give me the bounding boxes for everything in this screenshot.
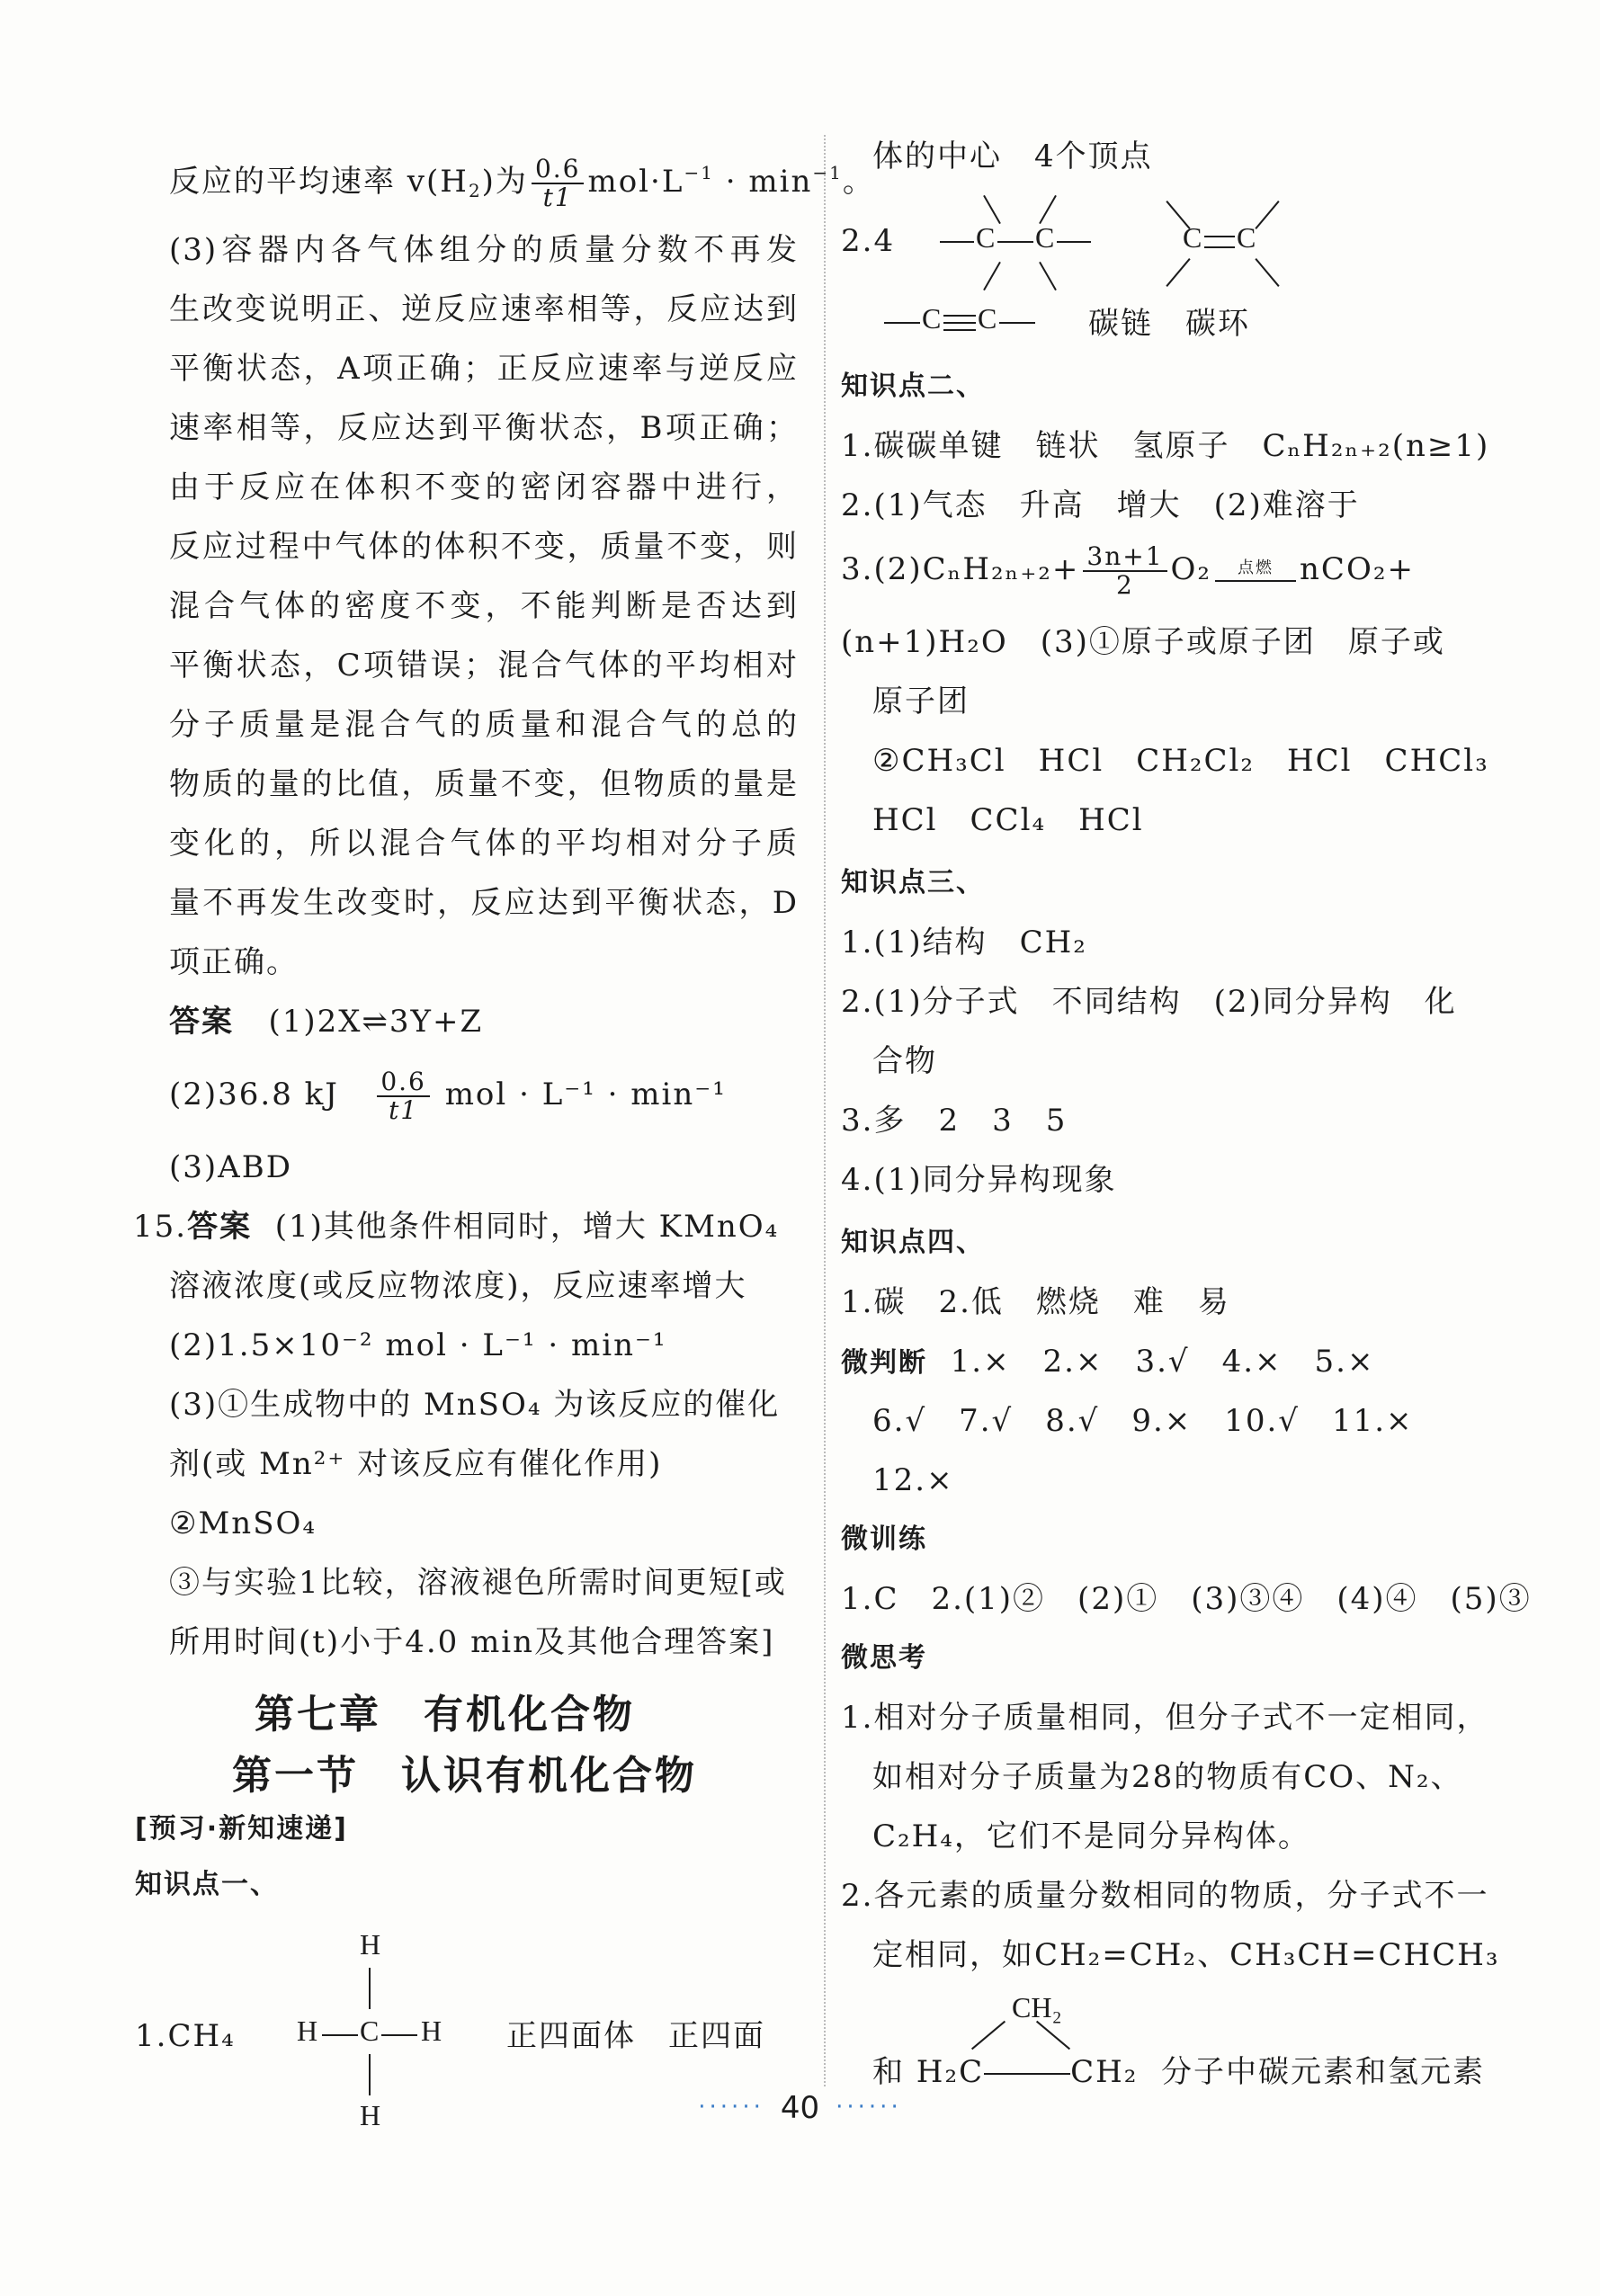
single-bond-mid [997, 241, 1033, 243]
wxl-label: 微训练 [841, 1523, 927, 1555]
q15-line-3: (2)1.5×10⁻² mol · L⁻¹ · min⁻¹ [169, 1327, 667, 1363]
carbon-atom: C [1183, 221, 1202, 254]
double-bond-top [1204, 236, 1235, 237]
wpd-label: 微判断 [841, 1347, 927, 1379]
answer-2-den: t1 [389, 1095, 419, 1125]
reaction-condition: 点燃 [1238, 558, 1274, 577]
kp2-fraction-num: 3n+1 [1083, 543, 1166, 572]
atom-h-top: H [360, 1928, 381, 1961]
kp2-line-3 [841, 543, 1415, 599]
wpd-text-1: 1.× 2.× 3.√ 4.× 5.× [950, 1344, 1375, 1380]
carbon-atom: C [976, 221, 996, 254]
single-bond-right [1057, 241, 1091, 243]
carbon-atom: C [1035, 221, 1055, 254]
rate-text: 反应的平均速率 v(H [169, 164, 469, 200]
wsk-line-6-pre: 和 H₂C [872, 2054, 985, 2090]
bond-down [983, 262, 1001, 290]
right-line-2-num: 2.4 [841, 223, 896, 259]
kp4-line-1: 1.碳 2.低 燃烧 难 易 [841, 1284, 1230, 1320]
atom-h-right: H [421, 2015, 442, 2047]
wpd-line-1 [841, 1340, 1374, 1385]
q15-line-6: ②MnSO₄ [169, 1505, 317, 1541]
wsk-label: 微思考 [841, 1642, 927, 1674]
q15-line-1 [133, 1205, 779, 1248]
explanation-line: 平衡状态，C项错误；混合气体的平均相对 [169, 648, 799, 683]
answer-2-unit: mol · L⁻¹ · min⁻¹ [444, 1077, 727, 1112]
left-line-rate [169, 151, 875, 212]
kp2-line-6: ②CH₃Cl HCl CH₂Cl₂ HCl CHCl₃ [872, 743, 1489, 779]
wsk-line-6-ch2: CH₂ [1070, 2054, 1139, 2090]
wsk-line-3: C₂H₄，它们不是同分异构体。 [872, 1818, 1310, 1854]
bond-down [1039, 262, 1057, 290]
arrow-line [1215, 576, 1296, 582]
ring-bond-left [971, 2021, 1006, 2050]
single-bond-right [999, 322, 1035, 324]
atom-c: C [360, 2015, 380, 2047]
kp2-line-3-pre: 3.(2)CₙH₂ₙ₊₂+ [841, 551, 1080, 587]
bond-down [1255, 258, 1279, 287]
answer-2-fraction [377, 1068, 430, 1124]
page-number: 40 [780, 2090, 820, 2126]
rate-fraction-den: t1 [542, 183, 573, 212]
explanation-line: 速率相等，反应达到平衡状态，B项正确； [169, 410, 799, 446]
q15-line-4: (3)①生成物中的 MnSO₄ 为该反应的催化 [169, 1387, 781, 1423]
rate-unit: mol·L [587, 164, 684, 200]
wsk-line-5: 定相同，如CH₂=CH₂、CH₃CH=CHCH₃ [872, 1937, 1500, 1973]
q15-number: 15. [133, 1209, 188, 1245]
wsk-line-4: 2.各元素的质量分数相同的物质，分子式不一 [841, 1878, 1489, 1914]
rate-sup1: −1 [684, 162, 714, 183]
q15-answer-label: 答案 [187, 1209, 253, 1245]
kp3-line-2: 2.(1)分子式 不同结构 (2)同分异构 化 [841, 984, 1457, 1020]
kp2-line-5: 原子团 [872, 683, 970, 719]
chapter-title: 第七章 有机化合物 [255, 1692, 635, 1738]
single-bond-left [884, 322, 920, 324]
kp2-fraction [1083, 543, 1166, 599]
kp2-line-7: HCl CCl₄ HCl [872, 802, 1144, 838]
footer-dots-left: ······ [698, 2094, 764, 2121]
bond-up [1255, 201, 1279, 229]
knowledge-point-2-label: 知识点二、 [841, 371, 985, 402]
kp3-line-3: 合物 [872, 1043, 937, 1079]
q15-line-8: 所用时间(t)小于4.0 min及其他合理答案] [169, 1624, 775, 1660]
right-line-3-tail: 碳链 碳环 [1088, 306, 1250, 342]
bond-down [1166, 258, 1190, 287]
explanation-line: 项正确。 [169, 944, 299, 980]
kp2-o2: O₂ [1170, 551, 1212, 587]
triple-bond-2 [943, 322, 976, 324]
wsk-line-1: 1.相对分子质量相同，但分子式不一定相同， [841, 1700, 1489, 1736]
cyclo-top-ch2: CH₂ [1012, 1991, 1062, 2024]
kp2-line-4: (n+1)H₂O (3)①原子或原子团 原子或 [841, 624, 1445, 660]
bond-left [322, 2034, 358, 2036]
explanation-line: (3)容器内各气体组分的质量分数不再发 [169, 232, 799, 268]
rate-sup2: −1 [812, 162, 843, 183]
answer-label: 答案 [169, 1004, 234, 1040]
reaction-arrow [1215, 560, 1296, 582]
carbon-atom: C [922, 302, 942, 335]
rate-fraction [532, 156, 585, 211]
rate-unit2: · min [713, 164, 813, 200]
wsk-line-2: 如相对分子质量为28的物质有CO、N₂、 [872, 1759, 1463, 1795]
q15-line-2: 溶液浓度(或反应物浓度)，反应速率增大 [169, 1268, 747, 1304]
kp2-line-2: 2.(1)气态 升高 增大 (2)难溶于 [841, 487, 1360, 523]
kp3-line-4: 3.多 2 3 5 [841, 1103, 1068, 1139]
answer-line-1 [169, 1000, 483, 1043]
knowledge-point-3-label: 知识点三、 [841, 867, 985, 898]
carbon-atom: C [1237, 221, 1256, 254]
explanation-line: 平衡状态，A项正确；正反应速率与逆反应 [169, 351, 799, 387]
kp3-line-1: 1.(1)结构 CH₂ [841, 925, 1087, 960]
explanation-line: 由于反应在体积不变的密闭容器中进行， [169, 469, 799, 505]
kp3-line-5: 4.(1)同分异构现象 [841, 1162, 1117, 1198]
ring-bond-bottom [984, 2073, 1070, 2075]
rate-sub: 2 [468, 180, 482, 201]
atom-h-left: H [297, 2015, 318, 2047]
explanation-line: 混合气体的密度不变，不能判断是否达到 [169, 588, 799, 624]
wsk-line-6 [872, 2050, 1485, 2094]
explanation-line: 分子质量是混合气的质量和混合气的总的 [169, 707, 799, 743]
triple-bond-3 [943, 329, 976, 331]
explanation-line: 生改变说明正、逆反应速率相等，反应达到 [169, 291, 799, 327]
single-bond-left [940, 241, 974, 243]
q15-line-5: 剂(或 Mn²⁺ 对该反应有催化作用) [169, 1446, 663, 1482]
q15-text-1: (1)其他条件相同时，增大 KMnO₄ [274, 1209, 780, 1245]
preview-label: [预习·新知速递] [135, 1813, 348, 1845]
wpd-line-3: 12.× [872, 1462, 954, 1498]
ring-bond-right [1036, 2021, 1070, 2050]
explanation-line: 反应过程中气体的体积不变，质量不变，则 [169, 529, 799, 565]
bond-right [381, 2034, 417, 2036]
explanation-line: 变化的，所以混合气体的平均相对分子质 [169, 826, 799, 862]
kp2-line-3-post: nCO₂+ [1300, 551, 1415, 587]
answer-2-num: 0.6 [377, 1068, 430, 1097]
bond-up [1039, 195, 1057, 224]
wpd-line-2: 6.√ 7.√ 8.√ 9.× 10.√ 11.× [872, 1403, 1414, 1439]
knowledge-point-1-label: 知识点一、 [135, 1869, 279, 1900]
kp1-answer-2: 正四面体 正四面 [506, 2018, 765, 2054]
answer-2-text: (2)36.8 kJ [169, 1077, 339, 1112]
wsk-line-6-post: 分子中碳元素和氢元素 [1161, 2054, 1486, 2090]
page-footer [0, 2090, 1600, 2126]
q15-line-7: ③与实验1比较，溶液褪色所需时间更短[或 [169, 1565, 787, 1601]
rate-fraction-num: 0.6 [532, 156, 585, 184]
wxl-line-1: 1.C 2.(1)② (2)① (3)③④ (4)④ (5)③ [841, 1581, 1532, 1617]
explanation-line: 量不再发生改变时，反应达到平衡状态，D [169, 885, 799, 921]
carbon-atom: C [978, 302, 997, 335]
rate-end: 。 [842, 164, 875, 200]
right-line-1: 体的中心 4个顶点 [872, 138, 1153, 174]
column-divider [824, 135, 826, 2086]
footer-dots-right: ······ [836, 2094, 902, 2121]
kp1-answer-1: 1.CH₄ [135, 2018, 236, 2054]
answer-line-3: (3)ABD [169, 1149, 292, 1185]
section-title: 第一节 认识有机化合物 [232, 1753, 697, 1799]
triple-bond-1 [943, 315, 976, 317]
bond-top [369, 1968, 371, 2009]
answer-1: (1)2X⇌3Y+Z [268, 1004, 484, 1040]
bond-up [983, 195, 1001, 224]
kp2-line-1: 1.碳碳单键 链状 氢原子 CₙH₂ₙ₊₂(n≥1) [841, 428, 1490, 464]
double-bond-bottom [1204, 246, 1235, 248]
knowledge-point-4-label: 知识点四、 [841, 1227, 985, 1258]
answer-line-2 [169, 1068, 727, 1124]
explanation-line: 物质的量的比值，质量不变，但物质的量是 [169, 766, 799, 802]
rate-mid: )为 [481, 164, 528, 200]
atom-h-bottom: H [360, 2099, 381, 2131]
kp2-fraction-den: 2 [1116, 570, 1134, 600]
